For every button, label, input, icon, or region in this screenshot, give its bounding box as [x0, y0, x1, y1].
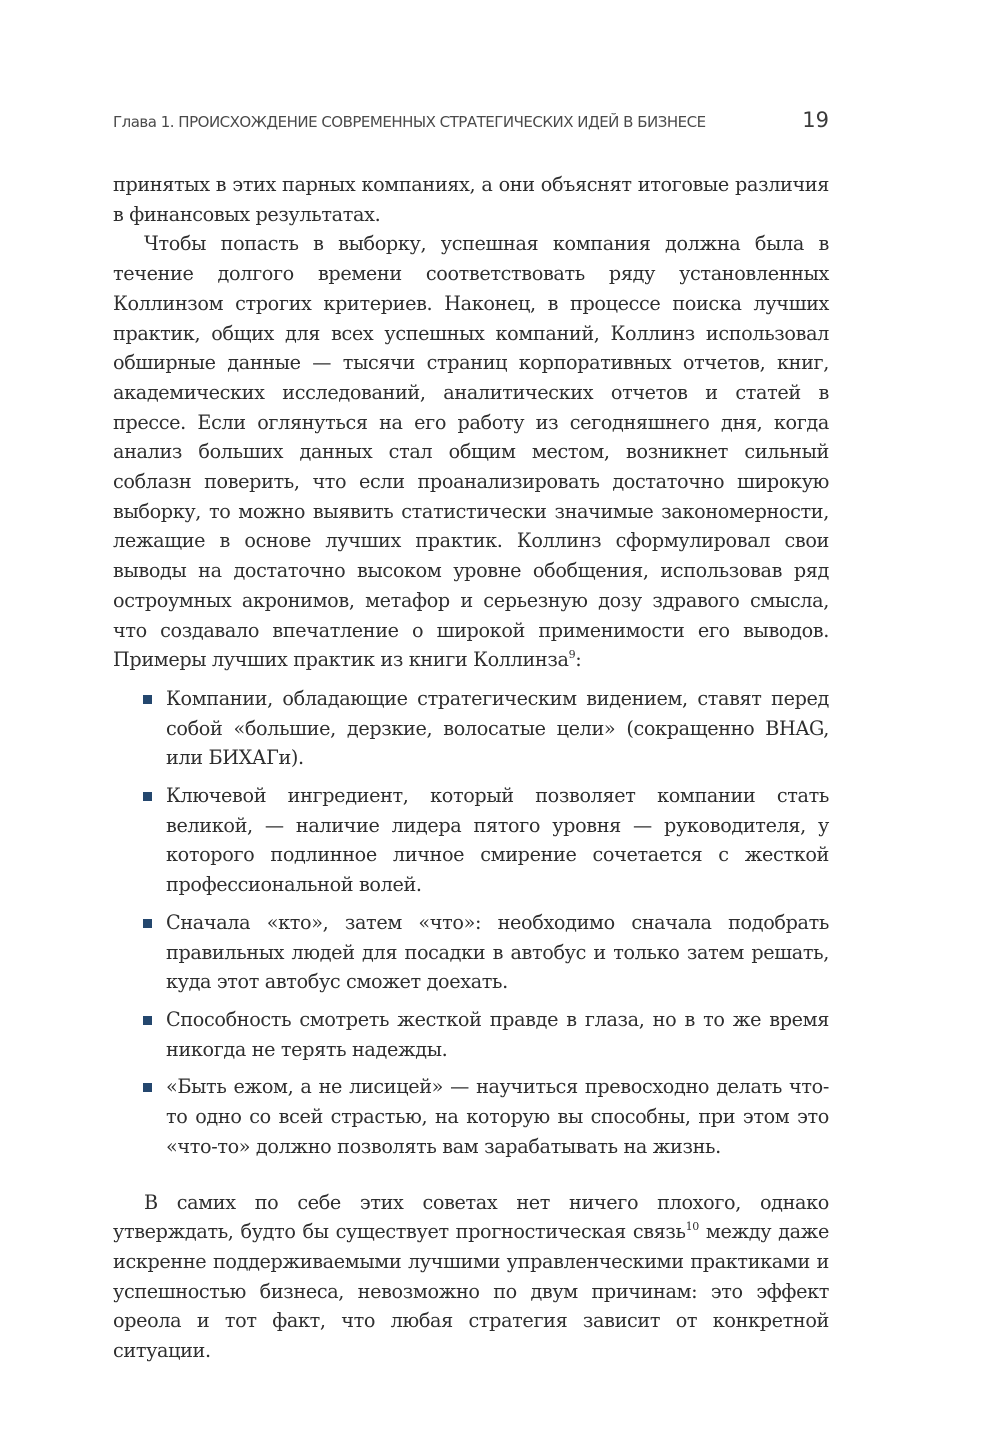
best-practices-list — [113, 684, 829, 1162]
list-item — [113, 1005, 829, 1064]
paragraph-conclusion — [113, 1188, 829, 1366]
paragraph-collins-method — [113, 229, 829, 675]
list-item-text: «Быть ежом, а не лисицей» — научиться превосходно делать что-то одно со всей страстью, на которую вы способны, при этом это «что-то» должно позволять вам зарабатывать на жизнь. — [166, 1075, 829, 1158]
square-bullet-icon — [143, 919, 152, 928]
list-item-text: Сначала «кто», затем «что»: необходимо сначала подобрать правильных людей для посадки в автобус и только затем решать, куда этот автобус сможет доехать. — [166, 910, 829, 994]
square-bullet-icon — [143, 1083, 152, 1092]
square-bullet-icon — [143, 792, 152, 801]
paragraph-text-after: между даже искренне поддерживаемыми лучшими управленческими практиками и успешностью бизнеса, невозможно по двум причинам: это эффект ореола и тот факт, что любая стратегия зависит от конкретной ситуации. — [113, 1220, 829, 1363]
footnote-ref: 9 — [568, 648, 576, 662]
running-head: Глава 1. ПРОИСХОЖДЕНИЕ СОВРЕМЕННЫХ СТРАТЕГИЧЕСКИХ ИДЕЙ В БИЗНЕСЕ — [113, 113, 706, 131]
paragraph-tail: : — [575, 648, 582, 672]
page-header — [113, 108, 829, 138]
body-text — [113, 170, 829, 1366]
list-item-text: Ключевой ингредиент, который позволяет компании стать великой, — наличие лидера пятого уровня — руководителя, у которого подлинное личное смирение сочетается с жесткой профессиональной волей. — [166, 784, 829, 897]
paragraph-text: Чтобы попасть в выборку, успешная компания должна была в течение долгого времени соответствовать ряду установленных Коллинзом строгих критериев. Наконец, в процессе поиска лучших практик, общих для всех успешных компаний, Коллинз использовал обширные данные — тысячи страниц корпоративных отчетов, книг, академических исследований, аналитических отчетов и статей в прессе. Если оглянуться на его работу из сегодняшнего дня, когда анализ больших данных стал общим местом, возникнет сильный соблазн поверить, что если проанализировать достаточно широкую выборку, то можно выявить статистически значимые закономерности, лежащие в основе лучших практик. Коллинз сформулировал свои выводы на достаточно высоком уровне обобщения, использовав ряд остроумных акронимов, метафор и серьезную дозу здравого смысла, что создавало впечатление о широкой применимости его выводов. Примеры лучших практик из книги Коллинза — [113, 232, 829, 672]
square-bullet-icon — [143, 695, 152, 704]
list-item-text: Способность смотреть жесткой правде в глаза, но в то же время никогда не терять надежды. — [166, 1007, 829, 1061]
paragraph-continued: принятых в этих парных компаниях, а они объяснят итоговые различия в финансовых результатах. — [113, 173, 829, 226]
page-number: 19 — [802, 108, 829, 132]
square-bullet-icon — [143, 1016, 152, 1025]
list-item — [113, 684, 829, 773]
list-item-text: Компании, обладающие стратегическим видением, ставят перед собой «большие, дерзкие, волосатые цели» (сокращенно BHAG, или БИХАГи). — [166, 686, 829, 770]
list-item — [113, 908, 829, 997]
list-item — [113, 1072, 829, 1161]
paragraph-text-before: В самих по себе этих советах нет ничего плохого, однако утверждать, будто бы существует прогностическая связь — [113, 1190, 829, 1244]
list-item — [113, 781, 829, 900]
footnote-ref: 10 — [685, 1220, 699, 1234]
